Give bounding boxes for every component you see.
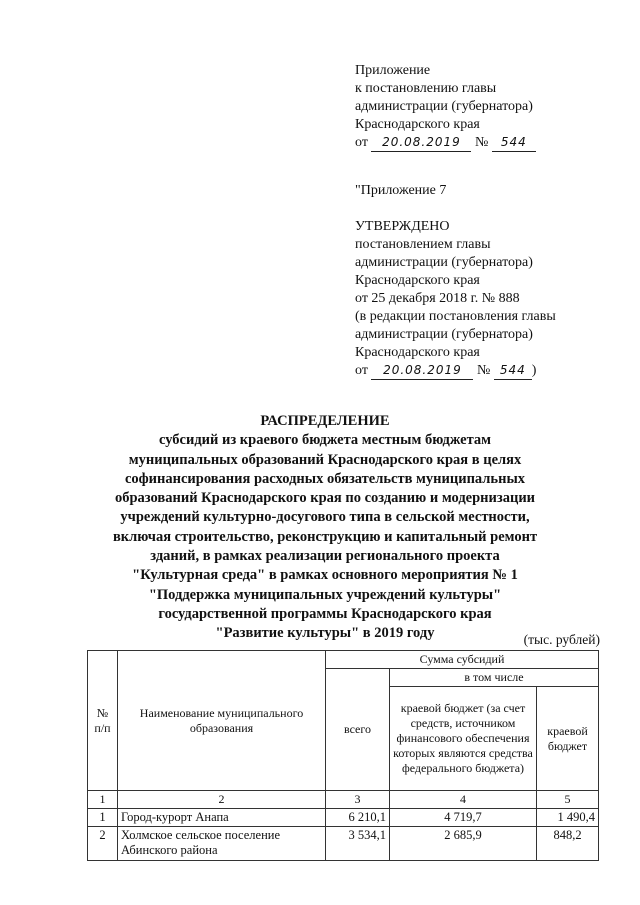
title-line: учреждений культурно-досугового типа в сельской местности, [120,509,530,526]
row-total: 6 210,1 [326,809,390,827]
title-line: "Культурная среда" в рамках основного мероприятия № 1 [132,567,518,584]
title-line: софинансирования расходных обязательств муниципальных [124,470,526,487]
title-line: субсидий из краевого бюджета местным бюджетам [158,432,492,449]
handwritten-number: 544 [492,135,536,152]
document-title [100,412,550,644]
approval-line: администрации (губернатора) [355,255,533,270]
approval-date-line: от 20.08.2019 № 544 ) [355,363,537,378]
col-number: 5 [537,791,599,809]
appendix-line: Приложение [355,63,431,78]
handwritten-date: 20.08.2019 [371,363,473,380]
approval-line: Краснодарского края [355,273,480,288]
row-name: Холмское сельское поселение Абинского района [118,827,326,861]
row-federal: 2 685,9 [390,827,537,861]
row-total: 3 534,1 [326,827,390,861]
col-number: 2 [118,791,326,809]
title-heading: РАСПРЕДЕЛЕНИЕ [260,413,390,429]
row-regional: 1 490,4 [537,809,599,827]
header-sum: Сумма субсидий [326,651,599,669]
units-label: (тыс. рублей) [523,632,600,647]
approval-line: (в редакции постановления главы [355,309,556,324]
title-line: "Развитие культуры" в 2019 году [215,625,435,642]
title-line: включая строительство, реконструкцию и капитальный ремонт [112,528,538,545]
title-line: зданий, в рамках реализации регионального проекта [150,548,500,565]
handwritten-date: 20.08.2019 [371,135,471,152]
title-line: "Поддержка муниципальных учреждений культуры" [148,586,502,603]
appendix-line: Краснодарского края [355,117,480,132]
row-regional: 848,2 [537,827,599,861]
appendix-line: администрации (губернатора) [355,99,533,114]
approval-line: от 25 декабря 2018 г. № 888 [355,291,520,306]
header-regional: краевой бюджет [537,687,599,791]
table-row [88,809,599,827]
title-line: образований Краснодарского края по созданию и модернизации [114,490,536,507]
row-name: Город-курорт Анапа [118,809,326,827]
table-row [88,827,599,861]
approval-line: Краснодарского края [355,345,480,360]
row-federal: 4 719,7 [390,809,537,827]
col-number: 3 [326,791,390,809]
title-line: муниципальных образований Краснодарского края в целях [128,451,522,468]
approval-line: администрации (губернатора) [355,327,533,342]
subsidy-table [87,650,599,861]
approval-block [355,182,556,380]
header-num: № п/п [88,651,118,791]
header-name: Наименование муниципального образования [118,651,326,791]
appendix-block [355,62,536,152]
header-regional-federal: краевой бюджет (за счет средств, источником финансового обеспечения которых являются средства федерального бюджета) [390,687,537,791]
title-line: государственной программы Краснодарского края [158,605,492,622]
header-including: в том числе [390,669,599,687]
col-number: 4 [390,791,537,809]
appendix-line: к постановлению главы [355,81,497,96]
approval-line: постановлением главы [355,237,491,252]
approved-label: УТВЕРЖДЕНО [355,219,450,234]
row-num: 2 [88,827,118,861]
handwritten-number: 544 [494,363,532,380]
header-total: всего [326,669,390,791]
appendix-date-line: от 20.08.2019 № 544 [355,134,536,152]
col-number: 1 [88,791,118,809]
annex-label: "Приложение 7 [355,183,447,198]
row-num: 1 [88,809,118,827]
